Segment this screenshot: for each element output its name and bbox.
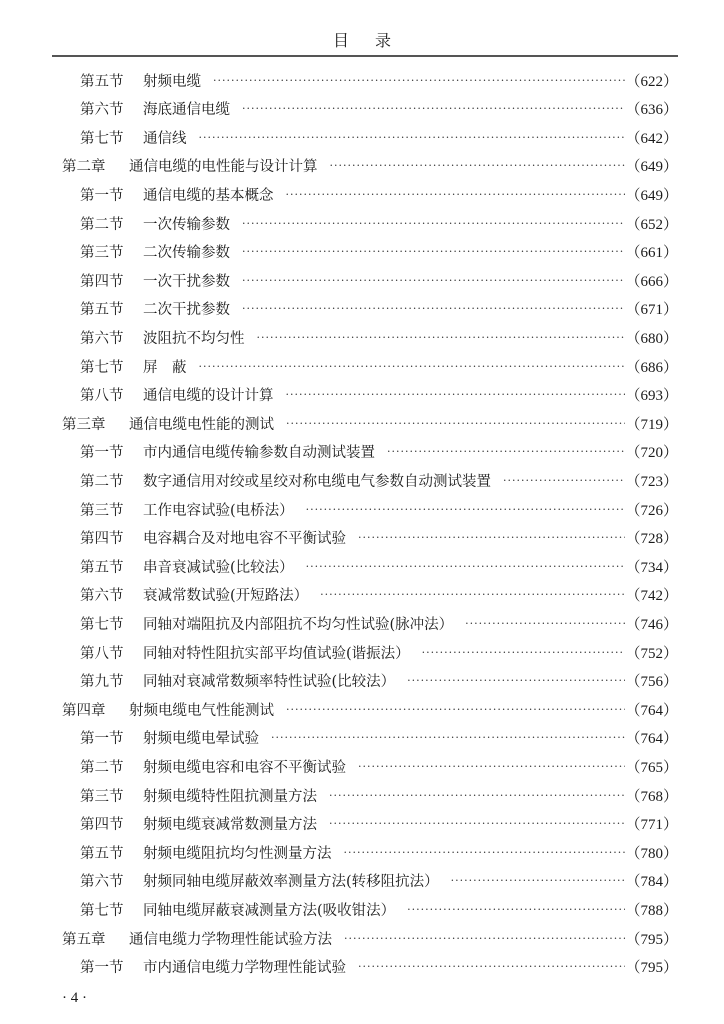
entry-page: （788） (625, 902, 678, 919)
dot-leader (286, 188, 626, 201)
toc-section-entry (80, 441, 678, 463)
entry-label: 第四节 (80, 817, 124, 834)
entry-page: （764） (625, 702, 678, 719)
entry-page: （780） (625, 845, 678, 862)
toc-chapter-entry (62, 698, 678, 720)
dot-leader (344, 846, 626, 859)
entry-label: 第三节 (80, 788, 124, 805)
toc-section-entry (80, 384, 678, 406)
dot-leader (329, 817, 625, 830)
entry-title: 射频电缆电容和电容不平衡试验 (143, 759, 346, 776)
dot-leader (271, 731, 625, 744)
dot-leader (503, 474, 625, 487)
toc-section-entry (80, 841, 678, 863)
dot-leader (242, 217, 625, 230)
dot-leader (199, 360, 626, 373)
entry-title: 海底通信电缆 (143, 102, 230, 119)
page-number: · 4 · (62, 990, 87, 1006)
entry-page: （784） (625, 874, 678, 891)
entry-label: 第四节 (80, 531, 124, 548)
entry-page: （752） (625, 645, 678, 662)
toc-section-entry (80, 269, 678, 291)
entry-title: 射频电缆特性阻抗测量方法 (143, 788, 317, 805)
dot-leader (213, 74, 625, 87)
entry-page: （719） (625, 416, 678, 433)
entry-title: 一次传输参数 (143, 216, 230, 233)
entry-page: （768） (625, 788, 678, 805)
entry-title: 通信线 (143, 130, 187, 147)
entry-page: （636） (625, 102, 678, 119)
dot-leader (320, 588, 625, 601)
entry-label: 第二节 (80, 759, 124, 776)
dot-leader (306, 560, 626, 573)
entry-title: 同轴对特性阻抗实部平均值试验(谐振法） (143, 645, 410, 662)
entry-title: 数字通信用对绞或星绞对称电缆电气参数自动测试装置 (143, 473, 491, 490)
entry-label: 第五节 (80, 73, 124, 90)
toc-section-entry (80, 241, 678, 263)
dot-leader (358, 760, 625, 773)
entry-title: 二次干扰参数 (143, 302, 230, 319)
dot-leader (286, 417, 625, 430)
entry-label: 第六节 (80, 330, 124, 347)
entry-page: （686） (625, 359, 678, 376)
entry-title: 电容耦合及对地电容不平衡试验 (143, 531, 346, 548)
entry-title: 射频电缆阻抗均匀性测量方法 (143, 845, 332, 862)
entry-page: （642） (625, 130, 678, 147)
dot-leader (199, 131, 626, 144)
entry-label: 第三章 (62, 416, 106, 433)
dot-leader (257, 331, 626, 344)
toc-section-entry (80, 870, 678, 892)
dot-leader (330, 159, 626, 172)
entry-page: （726） (625, 502, 678, 519)
entry-title: 通信电缆电性能的测试 (129, 416, 274, 433)
entry-label: 第六节 (80, 102, 124, 119)
entry-label: 第六节 (80, 588, 124, 605)
toc-section-entry (80, 126, 678, 148)
dot-leader (286, 388, 626, 401)
page-title: 目录 (332, 31, 417, 50)
toc-section-entry (80, 498, 678, 520)
entry-page: （728） (625, 531, 678, 548)
toc-section-entry (80, 212, 678, 234)
entry-label: 第八节 (80, 645, 124, 662)
toc-section-entry (80, 326, 678, 348)
entry-page: （795） (625, 960, 678, 977)
entry-title: 波阻抗不均匀性 (143, 330, 245, 347)
entry-title: 同轴对端阻抗及内部阻抗不均匀性试验(脉冲法） (143, 616, 454, 633)
toc-section-entry (80, 469, 678, 491)
entry-label: 第一节 (80, 731, 124, 748)
entry-page: （671） (625, 302, 678, 319)
toc-section-entry (80, 813, 678, 835)
entry-label: 第七节 (80, 130, 124, 147)
header-rule (52, 55, 678, 57)
entry-label: 第七节 (80, 359, 124, 376)
entry-page: （720） (625, 445, 678, 462)
entry-label: 第五章 (62, 931, 106, 948)
entry-page: （649） (625, 187, 678, 204)
entry-title: 射频电缆电气性能测试 (129, 702, 274, 719)
dot-leader (344, 932, 625, 945)
entry-label: 第五节 (80, 845, 124, 862)
entry-title: 通信电缆的设计计算 (143, 388, 274, 405)
entry-title: 通信电缆力学物理性能试验方法 (129, 931, 332, 948)
toc-section-entry (80, 98, 678, 120)
toc-section-entry (80, 784, 678, 806)
entry-title: 二次传输参数 (143, 245, 230, 262)
toc-section-entry (80, 755, 678, 777)
entry-page: （764） (625, 731, 678, 748)
entry-page: （649） (625, 159, 678, 176)
entry-label: 第四章 (62, 702, 106, 719)
entry-page: （652） (625, 216, 678, 233)
entry-title: 屏 蔽 (143, 359, 187, 376)
dot-leader (422, 646, 626, 659)
entry-page: （734） (625, 559, 678, 576)
entry-page: （771） (625, 817, 678, 834)
dot-leader (358, 531, 625, 544)
toc-section-entry (80, 69, 678, 91)
toc-chapter-entry (62, 155, 678, 177)
toc-section-entry (80, 670, 678, 692)
dot-leader (407, 674, 625, 687)
entry-label: 第一节 (80, 445, 124, 462)
toc-chapter-entry (62, 412, 678, 434)
entry-label: 第一节 (80, 187, 124, 204)
dot-leader (306, 503, 626, 516)
entry-label: 第三节 (80, 502, 124, 519)
entry-page: （666） (625, 273, 678, 290)
entry-label: 第二章 (62, 159, 106, 176)
toc-section-entry (80, 555, 678, 577)
entry-title: 市内通信电缆力学物理性能试验 (143, 960, 346, 977)
entry-page: （765） (625, 759, 678, 776)
entry-page: （622） (625, 73, 678, 90)
toc-chapter-entry (62, 927, 678, 949)
entry-label: 第八节 (80, 388, 124, 405)
entry-label: 第四节 (80, 273, 124, 290)
dot-leader (242, 245, 625, 258)
dot-leader (451, 874, 626, 887)
entry-page: （723） (625, 473, 678, 490)
toc-section-entry (80, 898, 678, 920)
dot-leader (407, 903, 625, 916)
entry-title: 衰减常数试验(开短路法） (143, 588, 309, 605)
entry-title: 同轴对衰减常数频率特性试验(比较法） (143, 674, 396, 691)
entry-label: 第五节 (80, 559, 124, 576)
entry-label: 第三节 (80, 245, 124, 262)
dot-leader (465, 617, 625, 630)
entry-title: 通信电缆的基本概念 (143, 187, 274, 204)
entry-label: 第七节 (80, 902, 124, 919)
dot-leader (242, 302, 625, 315)
dot-leader (242, 102, 625, 115)
toc-section-entry (80, 527, 678, 549)
entry-title: 射频电缆 (143, 73, 201, 90)
dot-leader (358, 960, 625, 973)
entry-page: （661） (625, 245, 678, 262)
entry-page: （746） (625, 616, 678, 633)
entry-title: 同轴电缆屏蔽衰减测量方法(吸收钳法） (143, 902, 396, 919)
toc-section-entry (80, 612, 678, 634)
toc-section-entry (80, 298, 678, 320)
toc-section-entry (80, 183, 678, 205)
entry-title: 市内通信电缆传输参数自动测试装置 (143, 445, 375, 462)
entry-label: 第二节 (80, 216, 124, 233)
entry-label: 第二节 (80, 473, 124, 490)
entry-title: 射频同轴电缆屏蔽效率测量方法(转移阻抗法） (143, 874, 439, 891)
entry-label: 第七节 (80, 616, 124, 633)
entry-title: 一次干扰参数 (143, 273, 230, 290)
dot-leader (286, 703, 625, 716)
entry-page: （756） (625, 674, 678, 691)
entry-page: （693） (625, 388, 678, 405)
entry-page: （680） (625, 330, 678, 347)
entry-page: （742） (625, 588, 678, 605)
entry-title: 通信电缆的电性能与设计计算 (129, 159, 318, 176)
entry-label: 第一节 (80, 960, 124, 977)
entry-page: （795） (625, 931, 678, 948)
toc-section-entry (80, 584, 678, 606)
toc-section-entry (80, 355, 678, 377)
entry-title: 工作电容试验(电桥法） (143, 502, 294, 519)
dot-leader (387, 445, 625, 458)
entry-title: 射频电缆电晕试验 (143, 731, 259, 748)
dot-leader (242, 274, 625, 287)
entry-label: 第六节 (80, 874, 124, 891)
toc-section-entry (80, 727, 678, 749)
dot-leader (329, 789, 625, 802)
toc-section-entry (80, 641, 678, 663)
entry-title: 串音衰减试验(比较法） (143, 559, 294, 576)
entry-title: 射频电缆衰减常数测量方法 (143, 817, 317, 834)
entry-label: 第九节 (80, 674, 124, 691)
toc-section-entry (80, 956, 678, 978)
entry-label: 第五节 (80, 302, 124, 319)
